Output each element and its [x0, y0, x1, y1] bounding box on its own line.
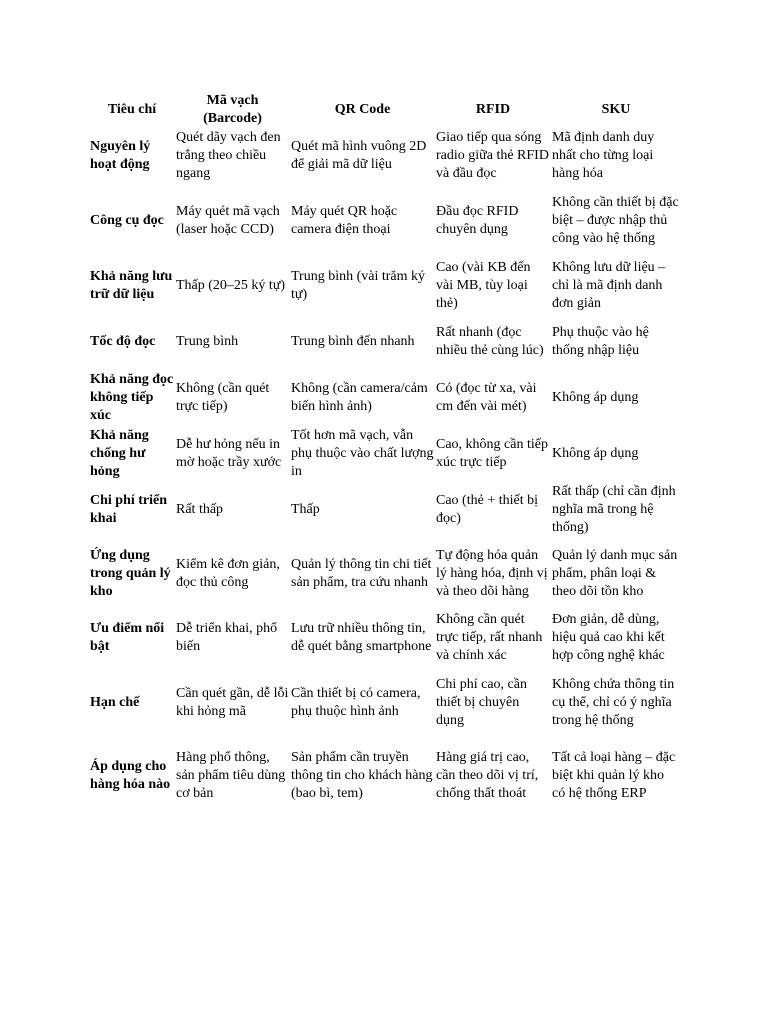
table-cell: Rất nhanh (đọc nhiều thẻ cùng lúc): [436, 325, 544, 358]
criterion-cell: Áp dụng cho hàng hóa nào: [90, 759, 171, 792]
criterion-cell: Nguyên lý hoạt động: [90, 139, 151, 172]
table-cell: Cần quét gần, dễ lỗi khi hỏng mã: [176, 686, 289, 719]
table-cell: Mã định danh duy nhất cho từng loại hàng hóa: [552, 130, 655, 181]
table-cell: Không áp dụng: [552, 446, 639, 461]
table-cell: Thấp: [291, 502, 320, 517]
table-cell: Dễ triển khai, phổ biến: [176, 621, 278, 654]
table-cell: Phụ thuộc vào hệ thống nhập liệu: [552, 325, 649, 358]
table-cell: Quét mã hình vuông 2D để giải mã dữ liệu: [291, 139, 427, 172]
table-row: [89, 426, 681, 482]
header-cell-criteria: Tiêu chí: [107, 102, 157, 117]
table-cell: Cao (vài KB đến vài MB, tùy loại thẻ): [436, 260, 531, 311]
table-cell: Sản phẩm cần truyền thông tin cho khách hàng (bao bì, tem): [291, 750, 433, 801]
table-cell: Kiểm kê đơn giản, đọc thủ công: [176, 557, 280, 590]
table-row: [89, 184, 681, 258]
table-cell: Cao, không cần tiếp xúc trực tiếp: [436, 437, 548, 470]
header-row: [89, 92, 681, 128]
table-row: [89, 370, 681, 426]
table-cell: Quản lý thông tin chi tiết sản phẩm, tra cứu nhanh: [291, 557, 432, 590]
criterion-cell: Khả năng chống hư hỏng: [90, 428, 149, 479]
table-cell: Tự động hóa quản lý hàng hóa, định vị và theo dõi hàng: [436, 548, 548, 599]
table-row: [89, 258, 681, 314]
table-row: [89, 538, 681, 610]
table-cell: Trung bình đến nhanh: [291, 334, 415, 349]
table-cell: Không cần thiết bị đặc biệt – được nhập thủ công vào hệ thống: [552, 195, 679, 246]
header-cell-sku: SKU: [601, 102, 631, 117]
table-cell: Không lưu dữ liệu – chỉ là mã định danh đơn giản: [552, 260, 666, 311]
table-cell: Cần thiết bị có camera, phụ thuộc hình ảnh: [291, 686, 421, 719]
table-cell: Chi phí cao, cần thiết bị chuyên dụng: [436, 677, 527, 728]
comparison-table: [89, 92, 681, 812]
table-row: [89, 314, 681, 370]
table-cell: Hàng giá trị cao, cần theo dõi vị trí, chống thất thoát: [436, 750, 539, 801]
table-cell: Trung bình: [176, 334, 239, 349]
table-cell: Quản lý danh mục sản phẩm, phân loại & theo dõi tồn kho: [552, 548, 678, 599]
table-row: [89, 666, 681, 740]
table-row: [89, 482, 681, 538]
table-cell: Không (cần camera/cảm biến hình ảnh): [291, 381, 428, 414]
table-cell: Trung bình (vài trăm ký tự): [291, 269, 426, 302]
table-cell: Đơn giản, dễ dùng, hiệu quả cao khi kết hợp công nghệ khác: [552, 612, 665, 663]
table-cell: Không (cần quét trực tiếp): [176, 381, 270, 414]
table-cell: Không cần quét trực tiếp, rất nhanh và chính xác: [436, 612, 543, 663]
table-cell: Tất cả loại hàng – đặc biệt khi quản lý kho có hệ thống ERP: [552, 750, 676, 801]
criterion-cell: Khả năng lưu trữ dữ liệu: [90, 269, 173, 302]
criterion-cell: Ứng dụng trong quản lý kho: [90, 548, 171, 599]
criterion-cell: Chi phí triển khai: [90, 493, 168, 526]
table-cell: Máy quét mã vạch (laser hoặc CCD): [176, 204, 280, 237]
table-cell: Lưu trữ nhiều thông tin, dễ quét bằng smartphone: [291, 621, 432, 654]
table-cell: Có (đọc từ xa, vài cm đến vài mét): [436, 381, 537, 414]
table-cell: Không chứa thông tin cụ thể, chỉ có ý nghĩa trong hệ thống: [552, 677, 675, 728]
header-cell-barcode: Mã vạch (Barcode): [203, 93, 262, 126]
table-cell: Máy quét QR hoặc camera điện thoại: [291, 204, 398, 237]
table-cell: Quét dãy vạch đen trắng theo chiều ngang: [176, 130, 281, 181]
table-row: [89, 128, 681, 184]
table-row: [89, 740, 681, 812]
criterion-cell: Hạn chế: [90, 695, 140, 710]
table-cell: Rất thấp: [176, 502, 224, 517]
table-cell: Đầu đọc RFID chuyên dụng: [436, 204, 519, 237]
table-cell: Tốt hơn mã vạch, vẫn phụ thuộc vào chất lượng in: [291, 428, 434, 479]
table-row: [89, 610, 681, 666]
table-cell: Rất thấp (chỉ cần định nghĩa mã trong hệ thống): [552, 484, 676, 535]
criterion-cell: Ưu điểm nổi bật: [90, 621, 165, 654]
table-cell: Dễ hư hỏng nếu in mờ hoặc trầy xước: [176, 437, 282, 470]
criterion-cell: Tốc độ đọc: [90, 334, 156, 349]
table-cell: Cao (thẻ + thiết bị đọc): [436, 493, 538, 526]
table-cell: Hàng phổ thông, sản phẩm tiêu dùng cơ bản: [176, 750, 286, 801]
table-cell: Không áp dụng: [552, 390, 639, 405]
table-cell: Thấp (20–25 ký tự): [176, 278, 286, 293]
header-cell-rfid: RFID: [475, 102, 511, 117]
header-cell-qr: QR Code: [334, 102, 391, 117]
criterion-cell: Công cụ đọc: [90, 213, 164, 228]
table-cell: Giao tiếp qua sóng radio giữa thẻ RFID và đầu đọc: [436, 130, 549, 181]
criterion-cell: Khả năng đọc không tiếp xúc: [90, 372, 174, 423]
